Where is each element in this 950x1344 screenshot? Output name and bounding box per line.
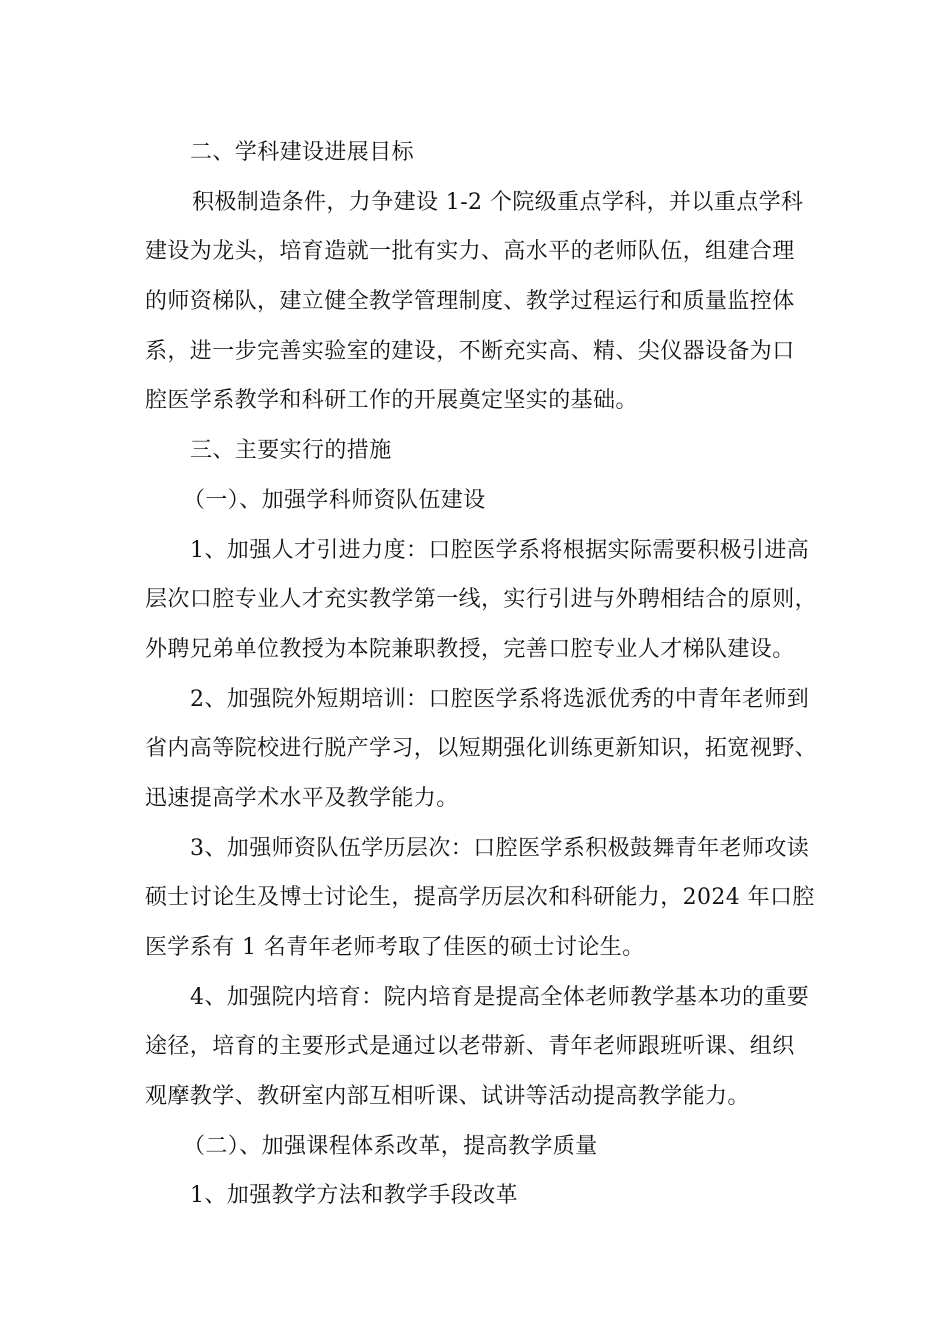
paragraph-line: 外聘兄弟单位教授为本院兼职教授，完善口腔专业人才梯队建设。 bbox=[145, 636, 795, 662]
subsection-heading-1: （一）、加强学科师资队伍建设 bbox=[183, 487, 486, 513]
item-line: 1、加强教学方法和教学手段改革 bbox=[190, 1183, 518, 1209]
item-line: 1、加强人才引进力度：口腔医学系将根据实际需要积极引进高 bbox=[190, 537, 810, 563]
item-line: 4、加强院内培育：院内培育是提高全体老师教学基本功的重要 bbox=[190, 984, 810, 1010]
section-heading-2: 二、学科建设进展目标 bbox=[190, 140, 415, 165]
paragraph-line: 迅速提高学术水平及教学能力。 bbox=[145, 785, 459, 811]
paragraph-line: 腔医学系教学和科研工作的开展奠定坚实的基础。 bbox=[145, 388, 638, 414]
paragraph-line: 的师资梯队，建立健全教学管理制度、教学过程运行和质量监控体 bbox=[145, 289, 795, 315]
item-line: 3、加强师资队伍学历层次：口腔医学系积极鼓舞青年老师攻读 bbox=[190, 835, 810, 861]
paragraph-line: 医学系有 1 名青年老师考取了佳医的硕士讨论生。 bbox=[145, 935, 645, 960]
paragraph-line: 建设为龙头，培育造就一批有实力、高水平的老师队伍，组建合理 bbox=[145, 239, 795, 265]
paragraph-line: 系，进一步完善实验室的建设，不断充实高、精、尖仪器设备为口 bbox=[145, 338, 795, 364]
paragraph-line: 硕士讨论生及博士讨论生，提高学历层次和科研能力，2024 年口腔 bbox=[145, 885, 815, 911]
item-line: 2、加强院外短期培训：口腔医学系将选派优秀的中青年老师到 bbox=[190, 686, 810, 712]
paragraph-line: 省内高等院校进行脱产学习，以短期强化训练更新知识，拓宽视野、 bbox=[145, 736, 818, 762]
paragraph-line: 积极制造条件，力争建设 1-2 个院级重点学科，并以重点学科 bbox=[192, 189, 804, 215]
paragraph-line: 途径，培育的主要形式是通过以老带新、青年老师跟班听课、组织 bbox=[145, 1034, 795, 1060]
paragraph-line: 层次口腔专业人才充实教学第一线，实行引进与外聘相结合的原则， bbox=[145, 587, 818, 613]
document-body bbox=[145, 128, 825, 1221]
paragraph-line: 观摩教学、教研室内部互相听课、试讲等活动提高教学能力。 bbox=[145, 1084, 750, 1110]
section-heading-3: 三、主要实行的措施 bbox=[190, 438, 392, 464]
subsection-heading-2: （二）、加强课程体系改革，提高教学质量 bbox=[183, 1133, 598, 1159]
